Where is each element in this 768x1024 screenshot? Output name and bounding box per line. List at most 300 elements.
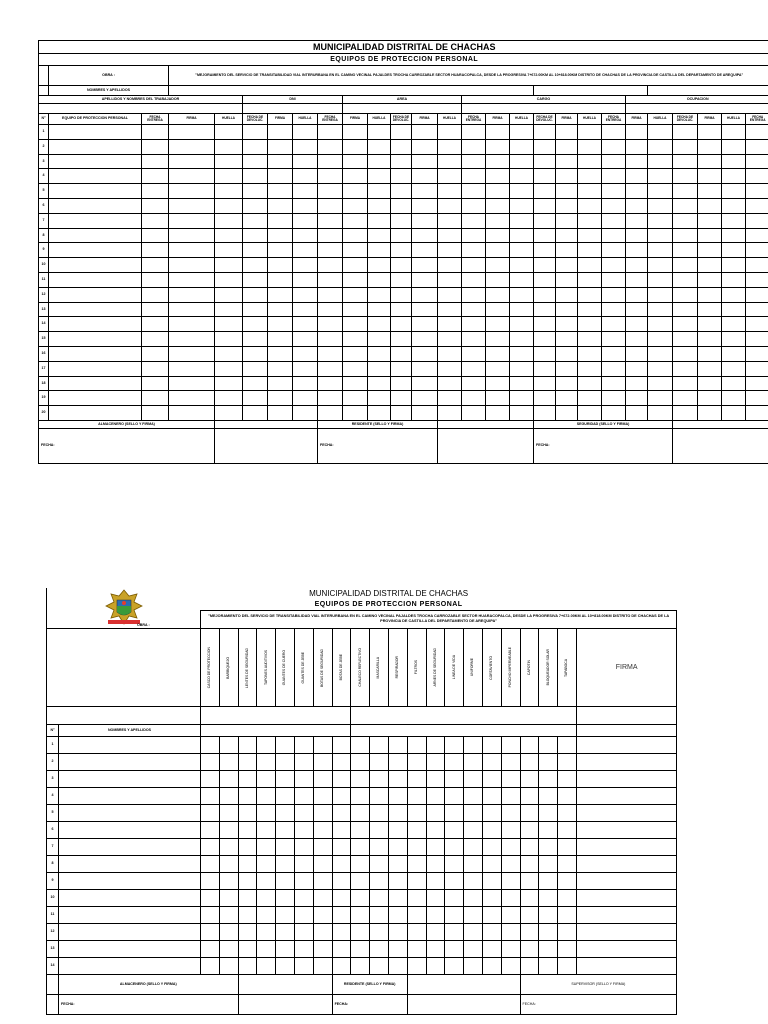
table-cell[interactable] [464,907,483,924]
table-cell[interactable] [462,184,486,199]
table-cell[interactable] [391,169,412,184]
table-cell[interactable] [318,139,343,154]
table-cell[interactable] [169,169,215,184]
table-cell[interactable] [59,958,201,975]
table-cell[interactable] [343,198,368,213]
table-cell[interactable] [294,907,313,924]
table-cell[interactable] [602,184,626,199]
table-cell[interactable] [464,839,483,856]
table-cell[interactable] [215,169,243,184]
table-cell[interactable] [169,258,215,273]
table-cell[interactable] [368,361,391,376]
table-cell[interactable] [520,856,539,873]
table-cell[interactable] [602,198,626,213]
table-cell[interactable] [219,890,238,907]
table-cell[interactable] [268,154,293,169]
table-cell[interactable] [673,154,698,169]
table-cell[interactable] [558,788,577,805]
table-cell[interactable] [407,924,426,941]
table-cell[interactable] [391,346,412,361]
table-cell[interactable] [722,154,746,169]
table-cell[interactable] [577,924,677,941]
table-cell[interactable] [445,890,464,907]
table-cell[interactable] [412,391,438,406]
table-cell[interactable] [510,332,534,347]
table-cell[interactable] [520,907,539,924]
table-cell[interactable] [49,361,142,376]
table-cell[interactable] [368,154,391,169]
table-cell[interactable] [215,184,243,199]
table-cell[interactable] [257,856,276,873]
table-cell[interactable] [293,272,318,287]
table-cell[interactable] [558,856,577,873]
table-cell[interactable] [722,228,746,243]
table-cell[interactable] [313,737,332,754]
table-cell[interactable] [407,958,426,975]
table-cell[interactable] [293,391,318,406]
table-cell[interactable] [510,213,534,228]
table-cell[interactable] [294,958,313,975]
table-cell[interactable] [698,258,722,273]
table-cell[interactable] [501,771,520,788]
seguridad-sign[interactable] [673,428,768,463]
table-cell[interactable] [368,391,391,406]
table-cell[interactable] [201,890,220,907]
table-cell[interactable] [257,890,276,907]
table-cell[interactable] [426,839,445,856]
table-cell[interactable] [539,839,558,856]
table-cell[interactable] [464,788,483,805]
table-cell[interactable] [626,376,648,391]
table-cell[interactable] [142,154,169,169]
table-cell[interactable] [438,139,462,154]
table-cell[interactable] [510,154,534,169]
table-cell[interactable] [412,361,438,376]
table-cell[interactable] [412,184,438,199]
table-cell[interactable] [243,302,268,317]
table-cell[interactable] [648,332,673,347]
table-cell[interactable] [407,907,426,924]
table-cell[interactable] [219,958,238,975]
table-cell[interactable] [746,391,768,406]
table-cell[interactable] [243,332,268,347]
table-cell[interactable] [276,907,295,924]
table-cell[interactable] [238,805,257,822]
table-cell[interactable] [343,139,368,154]
table-cell[interactable] [626,302,648,317]
table-cell[interactable] [648,184,673,199]
table-cell[interactable] [268,184,293,199]
table-cell[interactable] [698,139,722,154]
table-cell[interactable] [673,361,698,376]
table-cell[interactable] [391,243,412,258]
almacenero-sign[interactable] [238,995,332,1015]
table-cell[interactable] [142,376,169,391]
table-cell[interactable] [276,805,295,822]
table-cell[interactable] [486,169,510,184]
table-cell[interactable] [578,302,602,317]
table-cell[interactable] [257,873,276,890]
table-cell[interactable] [343,154,368,169]
table-cell[interactable] [520,805,539,822]
table-cell[interactable] [520,737,539,754]
table-cell[interactable] [462,317,486,332]
table-cell[interactable] [268,228,293,243]
table-cell[interactable] [332,907,351,924]
table-cell[interactable] [577,873,677,890]
table-cell[interactable] [438,243,462,258]
table-cell[interactable] [368,169,391,184]
table-cell[interactable] [142,391,169,406]
table-cell[interactable] [368,125,391,140]
table-cell[interactable] [343,213,368,228]
table-cell[interactable] [534,154,556,169]
table-cell[interactable] [464,890,483,907]
table-cell[interactable] [462,139,486,154]
table-cell[interactable] [673,169,698,184]
table-cell[interactable] [391,391,412,406]
table-cell[interactable] [486,406,510,421]
table-cell[interactable] [722,258,746,273]
table-cell[interactable] [59,839,201,856]
table-cell[interactable] [673,184,698,199]
table-cell[interactable] [238,907,257,924]
table-cell[interactable] [520,822,539,839]
table-cell[interactable] [602,228,626,243]
table-cell[interactable] [464,924,483,941]
table-cell[interactable] [602,258,626,273]
table-cell[interactable] [388,788,407,805]
table-cell[interactable] [343,228,368,243]
residente-sign[interactable] [438,428,534,463]
table-cell[interactable] [412,317,438,332]
table-cell[interactable] [578,346,602,361]
table-cell[interactable] [268,361,293,376]
table-cell[interactable] [318,406,343,421]
table-cell[interactable] [510,125,534,140]
table-cell[interactable] [648,154,673,169]
table-cell[interactable] [318,287,343,302]
table-cell[interactable] [276,839,295,856]
table-cell[interactable] [49,406,142,421]
table-cell[interactable] [391,376,412,391]
table-cell[interactable] [577,958,677,975]
table-cell[interactable] [556,287,578,302]
table-cell[interactable] [201,805,220,822]
table-cell[interactable] [343,376,368,391]
table-cell[interactable] [534,272,556,287]
table-cell[interactable] [558,924,577,941]
table-cell[interactable] [426,873,445,890]
table-cell[interactable] [318,154,343,169]
table-cell[interactable] [49,258,142,273]
table-cell[interactable] [215,139,243,154]
table-cell[interactable] [556,125,578,140]
table-cell[interactable] [464,754,483,771]
table-cell[interactable] [426,924,445,941]
table-cell[interactable] [276,754,295,771]
table-cell[interactable] [391,213,412,228]
table-cell[interactable] [313,856,332,873]
table-cell[interactable] [370,907,389,924]
table-cell[interactable] [462,376,486,391]
table-cell[interactable] [746,272,768,287]
table-cell[interactable] [486,287,510,302]
table-cell[interactable] [59,890,201,907]
table-cell[interactable] [391,317,412,332]
table-cell[interactable] [698,346,722,361]
table-cell[interactable] [501,873,520,890]
table-cell[interactable] [294,805,313,822]
table-cell[interactable] [746,346,768,361]
table-cell[interactable] [268,287,293,302]
table-cell[interactable] [49,125,142,140]
table-cell[interactable] [343,346,368,361]
table-cell[interactable] [746,302,768,317]
table-cell[interactable] [486,317,510,332]
table-cell[interactable] [577,856,677,873]
table-cell[interactable] [578,139,602,154]
table-cell[interactable] [539,890,558,907]
table-cell[interactable] [243,406,268,421]
table-cell[interactable] [243,169,268,184]
table-cell[interactable] [388,856,407,873]
table-cell[interactable] [558,771,577,788]
table-cell[interactable] [49,139,142,154]
table-cell[interactable] [49,169,142,184]
table-cell[interactable] [445,924,464,941]
table-cell[interactable] [534,184,556,199]
table-cell[interactable] [673,302,698,317]
table-cell[interactable] [276,890,295,907]
table-cell[interactable] [426,941,445,958]
table-cell[interactable] [539,856,558,873]
table-cell[interactable] [626,154,648,169]
table-cell[interactable] [293,184,318,199]
table-cell[interactable] [626,243,648,258]
table-cell[interactable] [332,890,351,907]
table-cell[interactable] [313,907,332,924]
table-cell[interactable] [351,737,370,754]
table-cell[interactable] [412,302,438,317]
table-cell[interactable] [49,198,142,213]
table-cell[interactable] [49,391,142,406]
table-cell[interactable] [698,406,722,421]
table-cell[interactable] [626,287,648,302]
table-cell[interactable] [59,924,201,941]
table-cell[interactable] [142,346,169,361]
table-cell[interactable] [438,391,462,406]
table-cell[interactable] [169,346,215,361]
table-cell[interactable] [482,805,501,822]
table-cell[interactable] [445,805,464,822]
table-cell[interactable] [407,737,426,754]
table-cell[interactable] [482,788,501,805]
table-cell[interactable] [370,958,389,975]
table-cell[interactable] [351,924,370,941]
table-cell[interactable] [501,941,520,958]
table-cell[interactable] [293,361,318,376]
table-cell[interactable] [412,154,438,169]
table-cell[interactable] [343,391,368,406]
table-cell[interactable] [462,287,486,302]
table-cell[interactable] [510,346,534,361]
table-cell[interactable] [556,361,578,376]
table-cell[interactable] [391,287,412,302]
table-cell[interactable] [486,154,510,169]
table-cell[interactable] [388,805,407,822]
table-cell[interactable] [577,941,677,958]
almacenero-sign[interactable] [215,428,318,463]
table-cell[interactable] [351,771,370,788]
table-cell[interactable] [462,272,486,287]
table-cell[interactable] [370,873,389,890]
table-cell[interactable] [445,907,464,924]
table-cell[interactable] [219,771,238,788]
table-cell[interactable] [501,737,520,754]
table-cell[interactable] [318,317,343,332]
table-cell[interactable] [318,184,343,199]
table-cell[interactable] [578,258,602,273]
table-cell[interactable] [142,139,169,154]
table-cell[interactable] [370,737,389,754]
table-cell[interactable] [426,737,445,754]
table-cell[interactable] [501,958,520,975]
table-cell[interactable] [698,198,722,213]
table-cell[interactable] [486,332,510,347]
table-cell[interactable] [391,258,412,273]
table-cell[interactable] [486,376,510,391]
table-cell[interactable] [343,406,368,421]
table-cell[interactable] [698,376,722,391]
table-cell[interactable] [426,822,445,839]
table-cell[interactable] [294,839,313,856]
table-cell[interactable] [412,376,438,391]
table-cell[interactable] [722,302,746,317]
table-cell[interactable] [578,287,602,302]
table-cell[interactable] [219,805,238,822]
table-cell[interactable] [412,406,438,421]
table-cell[interactable] [293,154,318,169]
table-cell[interactable] [438,317,462,332]
table-cell[interactable] [578,406,602,421]
table-cell[interactable] [426,856,445,873]
table-cell[interactable] [510,184,534,199]
table-cell[interactable] [257,737,276,754]
table-cell[interactable] [59,754,201,771]
table-cell[interactable] [602,125,626,140]
table-cell[interactable] [648,346,673,361]
table-cell[interactable] [539,788,558,805]
table-cell[interactable] [510,287,534,302]
table-cell[interactable] [520,924,539,941]
table-cell[interactable] [238,890,257,907]
table-cell[interactable] [626,125,648,140]
table-cell[interactable] [318,361,343,376]
table-cell[interactable] [626,361,648,376]
table-cell[interactable] [142,332,169,347]
table-cell[interactable] [313,941,332,958]
table-cell[interactable] [534,376,556,391]
table-cell[interactable] [243,213,268,228]
table-cell[interactable] [482,771,501,788]
table-cell[interactable] [268,302,293,317]
table-cell[interactable] [293,213,318,228]
table-cell[interactable] [142,169,169,184]
table-cell[interactable] [510,228,534,243]
table-cell[interactable] [648,361,673,376]
table-cell[interactable] [578,391,602,406]
table-cell[interactable] [313,873,332,890]
table-cell[interactable] [539,822,558,839]
table-cell[interactable] [407,822,426,839]
table-cell[interactable] [520,754,539,771]
table-cell[interactable] [351,856,370,873]
table-cell[interactable] [412,258,438,273]
table-cell[interactable] [602,272,626,287]
table-cell[interactable] [169,361,215,376]
table-cell[interactable] [602,406,626,421]
table-cell[interactable] [391,272,412,287]
table-cell[interactable] [142,302,169,317]
table-cell[interactable] [648,272,673,287]
table-cell[interactable] [412,125,438,140]
table-cell[interactable] [626,317,648,332]
table-cell[interactable] [412,243,438,258]
table-cell[interactable] [534,361,556,376]
table-cell[interactable] [351,941,370,958]
table-cell[interactable] [556,154,578,169]
table-cell[interactable] [142,213,169,228]
table-cell[interactable] [698,361,722,376]
table-cell[interactable] [351,754,370,771]
table-cell[interactable] [698,213,722,228]
table-cell[interactable] [438,332,462,347]
table-cell[interactable] [602,302,626,317]
table-cell[interactable] [391,154,412,169]
table-cell[interactable] [673,272,698,287]
table-cell[interactable] [388,890,407,907]
table-cell[interactable] [438,361,462,376]
table-cell[interactable] [201,873,220,890]
table-cell[interactable] [257,788,276,805]
table-cell[interactable] [722,169,746,184]
table-cell[interactable] [534,213,556,228]
table-cell[interactable] [556,213,578,228]
table-cell[interactable] [351,958,370,975]
table-cell[interactable] [462,406,486,421]
table-cell[interactable] [351,873,370,890]
table-cell[interactable] [722,243,746,258]
table-cell[interactable] [556,346,578,361]
table-cell[interactable] [673,317,698,332]
table-cell[interactable] [257,924,276,941]
table-cell[interactable] [49,302,142,317]
table-cell[interactable] [343,125,368,140]
table-cell[interactable] [648,198,673,213]
table-cell[interactable] [578,125,602,140]
table-cell[interactable] [501,907,520,924]
table-cell[interactable] [482,754,501,771]
table-cell[interactable] [388,771,407,788]
table-cell[interactable] [438,184,462,199]
table-cell[interactable] [215,213,243,228]
table-cell[interactable] [556,184,578,199]
table-cell[interactable] [238,873,257,890]
table-cell[interactable] [313,788,332,805]
table-cell[interactable] [558,805,577,822]
table-cell[interactable] [722,125,746,140]
